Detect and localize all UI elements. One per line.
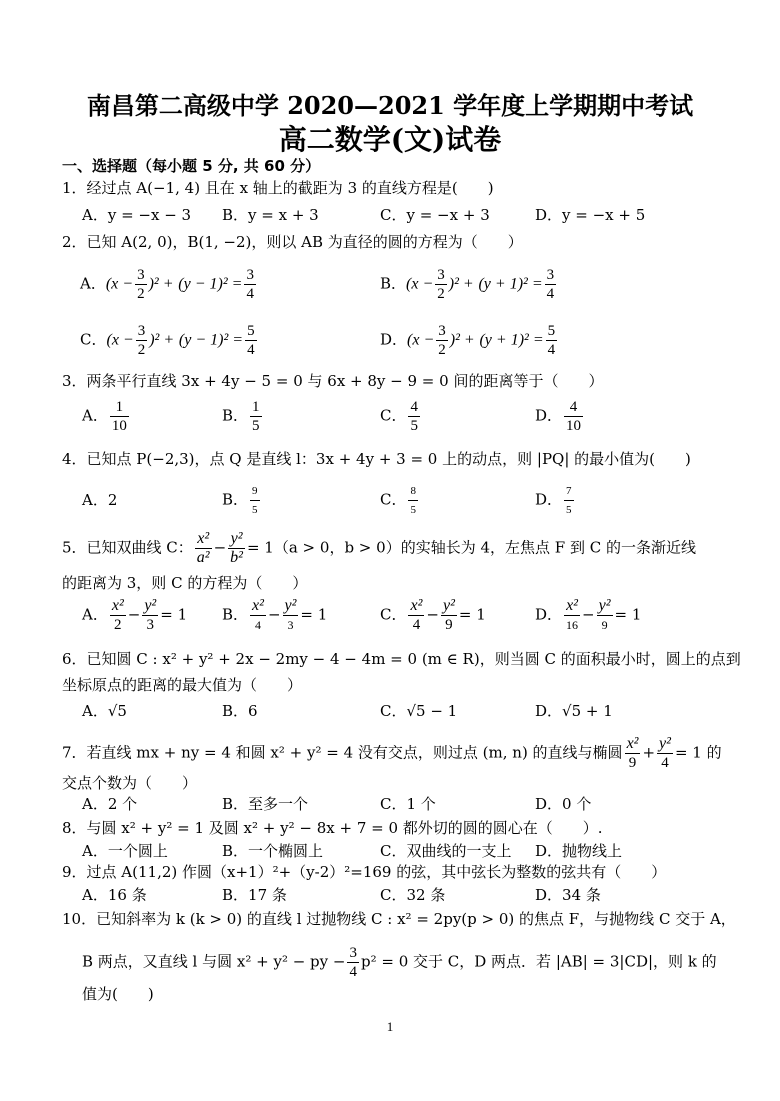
q4-option-c: C． $\frac{8}{5}$ — [380, 482, 420, 519]
q9-option-b: B．17 条 — [222, 886, 287, 904]
q1-option-a: A．y = −x − 3 — [82, 206, 192, 224]
q6-option-d: D．√5 + 1 — [535, 702, 613, 720]
q7-option-c: C．1 个 — [380, 795, 436, 813]
question-7-stem-line2: 交点个数为（ ） — [62, 774, 198, 792]
question-7-stem: 7．若直线 mx + ny = 4 和圆 x² + y² = 4 没有交点，则过点 (m, n) 的直线与椭圆 $\frac{\text{x²}}{9}$ + $\frac{\text{y²}}{4}$ = 1 的 — [62, 735, 722, 771]
q1-option-c: C．y = −x + 3 — [380, 206, 490, 224]
q2-option-a: A．(x − $\frac{3}{2}$ )² + (y − 1)² = $\frac{3}{4}$ — [80, 267, 254, 302]
question-2-stem: 2．已知 A(2, 0)，B(1, −2)，则以 AB 为直径的圆的方程为（ ） — [62, 233, 523, 251]
q6-option-c: C．√5 − 1 — [380, 702, 458, 720]
question-6-stem: 6．已知圆 C : x² + y² + 2x − 2my − 4 − 4m = 0 (m ∈ R)，则当圆 C 的面积最小时，圆上的点到 — [62, 650, 741, 668]
q7-option-b: B．至多一个 — [222, 795, 309, 813]
q9-option-d: D．34 条 — [535, 886, 601, 904]
question-9-stem: 9．过点 A(11,2) 作圆（x+1）²+（y-2）²=169 的弦，其中弦长为整数的弦共有（ ） — [62, 863, 667, 881]
q8-option-d: D．抛物线上 — [535, 842, 623, 860]
q4-option-d: D． $\frac{7}{5}$ — [535, 482, 576, 519]
q8-option-a: A．一个圆上 — [82, 842, 168, 860]
section-heading: 一、选择题（每小题 5 分, 共 60 分） — [62, 157, 321, 175]
question-10-stem-line3: 值为( ) — [82, 985, 154, 1003]
q5-option-a: A． $\frac{\text{x²}}{2}$ − $\frac{\text{y²}}{3}$ = 1 — [82, 597, 188, 633]
q5-option-b: B． x² 4 − y² 3 = 1 — [222, 597, 328, 632]
q7-option-d: D．0 个 — [535, 795, 592, 813]
question-6-stem-line2: 坐标原点的距离的最大值为（ ） — [62, 676, 303, 694]
question-1-stem: 1．经过点 A(−1, 4) 且在 x 轴上的截距为 3 的直线方程是( ) — [62, 179, 494, 197]
question-3-stem: 3．两条平行直线 3x + 4y − 5 = 0 与 6x + 8y − 9 = 0 间的距离等于（ ） — [62, 372, 604, 390]
question-4-stem: 4．已知点 P(−2,3)，点 Q 是直线 l：3x + 4y + 3 = 0 上的动点，则 |PQ| 的最小值为( ) — [62, 450, 691, 468]
page-number: 1 — [386, 1019, 394, 1034]
q4-option-b: B． $\frac{9}{5}$ — [222, 482, 262, 519]
question-5-stem: 5．已知双曲线 C： $\frac{\text{x²}}{\text{a²}}$ − $\frac{\text{y²}}{\text{b²}}$ = 1（a > 0，b > 0）的实轴长为 4，左焦点 F 到 C 的一条渐近线 — [62, 530, 696, 566]
exam-subtitle: 高二数学(文)试卷 — [278, 123, 502, 156]
q3-option-d: D． $\frac{4}{10}$ — [535, 399, 582, 434]
q7-option-a: A．2 个 — [82, 795, 138, 813]
q1-option-b: B．y = x + 3 — [222, 206, 319, 224]
q8-option-b: B．一个椭圆上 — [222, 842, 324, 860]
q6-option-b: B．6 — [222, 702, 258, 720]
q5-option-d: D． x² 16 − y² 9 = 1 — [535, 597, 642, 632]
question-10-stem: 10．已知斜率为 k (k > 0) 的直线 l 过抛物线 C : x² = 2py(p > 0) 的焦点 F，与抛物线 C 交于 A， — [62, 910, 736, 928]
question-8-stem: 8．与圆 x² + y² = 1 及圆 x² + y² − 8x + 7 = 0 都外切的圆的圆心在（ ）. — [62, 819, 603, 837]
exam-title: 南昌第二高级中学 2020—2021 学年度上学期期中考试 — [86, 91, 694, 120]
q8-option-c: C．双曲线的一支上 — [380, 842, 512, 860]
question-5-stem-line2: 的距离为 3，则 C 的方程为（ ） — [62, 574, 308, 592]
q3-option-c: C． $\frac{4}{5}$ — [380, 399, 418, 434]
q3-option-a: A． $\frac{1}{10}$ — [82, 399, 127, 434]
q5-option-c: C． $\frac{\text{x²}}{4}$ − $\frac{\text{y²}}{9}$ = 1 — [380, 597, 486, 633]
q3-option-b: B． $\frac{1}{5}$ — [222, 399, 260, 434]
q1-option-d: D．y = −x + 5 — [535, 206, 646, 224]
q4-option-a: A．2 — [82, 491, 118, 509]
q9-option-c: C．32 条 — [380, 886, 446, 904]
q6-option-a: A．√5 — [82, 702, 127, 720]
question-10-stem-line2: B 两点，又直线 l 与圆 x² + y² − py − $\frac{3}{4}$ p² = 0 交于 C，D 两点．若 |AB| = 3|CD|，则 k 的 — [82, 945, 717, 980]
q2-option-d: D．(x − $\frac{3}{2}$ )² + (y + 1)² = $\frac{5}{4}$ — [380, 323, 556, 358]
q2-option-c: C．(x − $\frac{3}{2}$ )² + (y − 1)² = $\frac{5}{4}$ — [80, 323, 255, 358]
q2-option-b: B．(x − $\frac{3}{2}$ )² + (y + 1)² = $\frac{3}{4}$ — [380, 267, 555, 302]
q9-option-a: A．16 条 — [82, 886, 147, 904]
